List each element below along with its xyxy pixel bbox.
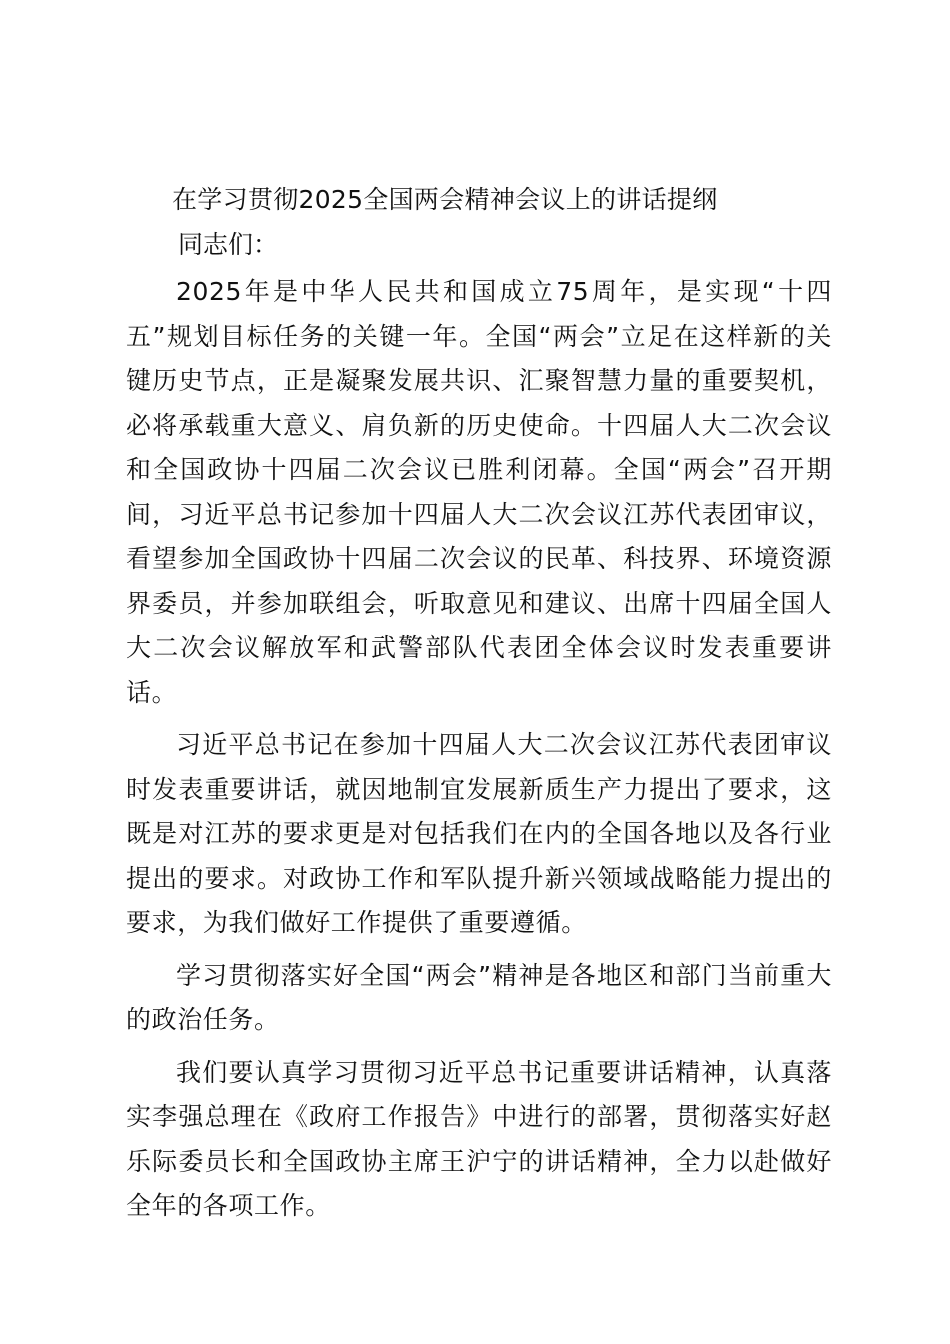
paragraph: 学习贯彻落实好全国“两会”精神是各地区和部门当前重大的政治任务。 bbox=[126, 960, 832, 1034]
paragraph: 2025年是中华人民共和国成立75周年，是实现“十四五”规划目标任务的关键一年。全国“两会”立足在这样新的关键历史节点，正是凝聚发展共识、汇聚智慧力量的重要契机，必将承载重大意义、肩负新的历史使命。十四届人大二次会议和全国政协十四届二次会议已胜利闭幕。全国“两会”召开期间，习近平总书记参加十四届人大二次会议江苏代表团审议，看望参加全国政协十四届二次会议的民革、科技界、环境资源界委员，并参加联组会，听取意见和建议、出席十四届全国人大二次会议解放军和武警部队代表团全体会议时发表重要讲话。 bbox=[126, 277, 832, 707]
document-title: 在学习贯彻2025全国两会精神会议上的讲话提纲 bbox=[172, 185, 718, 214]
document-body bbox=[126, 270, 832, 1237]
paragraph: 习近平总书记在参加十四届人大二次会议江苏代表团审议时发表重要讲话，就因地制宜发展新质生产力提出了要求，这既是对江苏的要求更是对包括我们在内的全国各地以及各行业提出的要求。对政协工作和军队提升新兴领域战略能力提出的要求，为我们做好工作提供了重要遵循。 bbox=[126, 730, 832, 937]
salutation: 同志们： bbox=[178, 230, 279, 259]
paragraph: 我们要认真学习贯彻习近平总书记重要讲话精神，认真落实李强总理在《政府工作报告》中进行的部署，贯彻落实好赵乐际委员长和全国政协主席王沪宁的讲话精神，全力以赴做好全年的各项工作。 bbox=[126, 1057, 832, 1220]
